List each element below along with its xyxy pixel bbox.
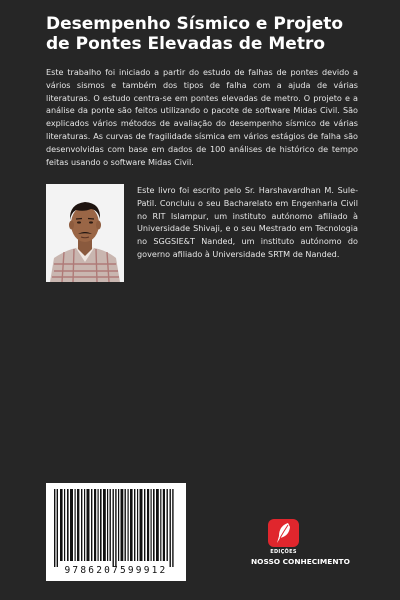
quill-pen-icon xyxy=(268,519,299,547)
book-summary: Este trabalho foi iniciado a partir do estudo de falhas de pontes devido a vários sismos e também dos tipos de falha com a ajuda de várias literaturas. O estudo centra-se em pontes elevadas de metro. O projeto e a análise da ponte são feitos utilizando o pacote de software Midas Civil. São explicados vários métodos de avaliação do desempenho sísmico de várias literaturas. As curvas de fragilidade sísmica em vários estágios de falha são desenvolvidas com base em dados de 100 análises de histórico de tempo feitas usando o software Midas Civil. xyxy=(46,67,358,167)
book-title xyxy=(46,14,376,54)
author-bio: Este livro foi escrito pelo Sr. Harshavardhan M. Sule-Patil. Concluiu o seu Bacharelato em Engenharia Civil no RIT Islampur, um instituto autónomo afiliado à Universidade Shivaji, e o seu Mestrado em Tecnologia no SGGSIE&T Nanded, um instituto autónomo do governo afiliado à Universidade SRTM de Nanded. xyxy=(137,185,358,259)
isbn-barcode xyxy=(46,483,186,581)
publisher-name-small: EDIÇÕES xyxy=(270,549,297,555)
title-line-2: de Pontes Elevadas de Metro xyxy=(46,34,326,54)
title-line-1: Desempenho Sísmico e Projeto xyxy=(46,14,344,34)
author-photo xyxy=(46,184,124,282)
isbn-number: 9786207599912 xyxy=(64,565,168,576)
publisher-name: NOSSO CONHECIMENTO xyxy=(251,557,350,566)
publisher-logo xyxy=(251,514,350,570)
